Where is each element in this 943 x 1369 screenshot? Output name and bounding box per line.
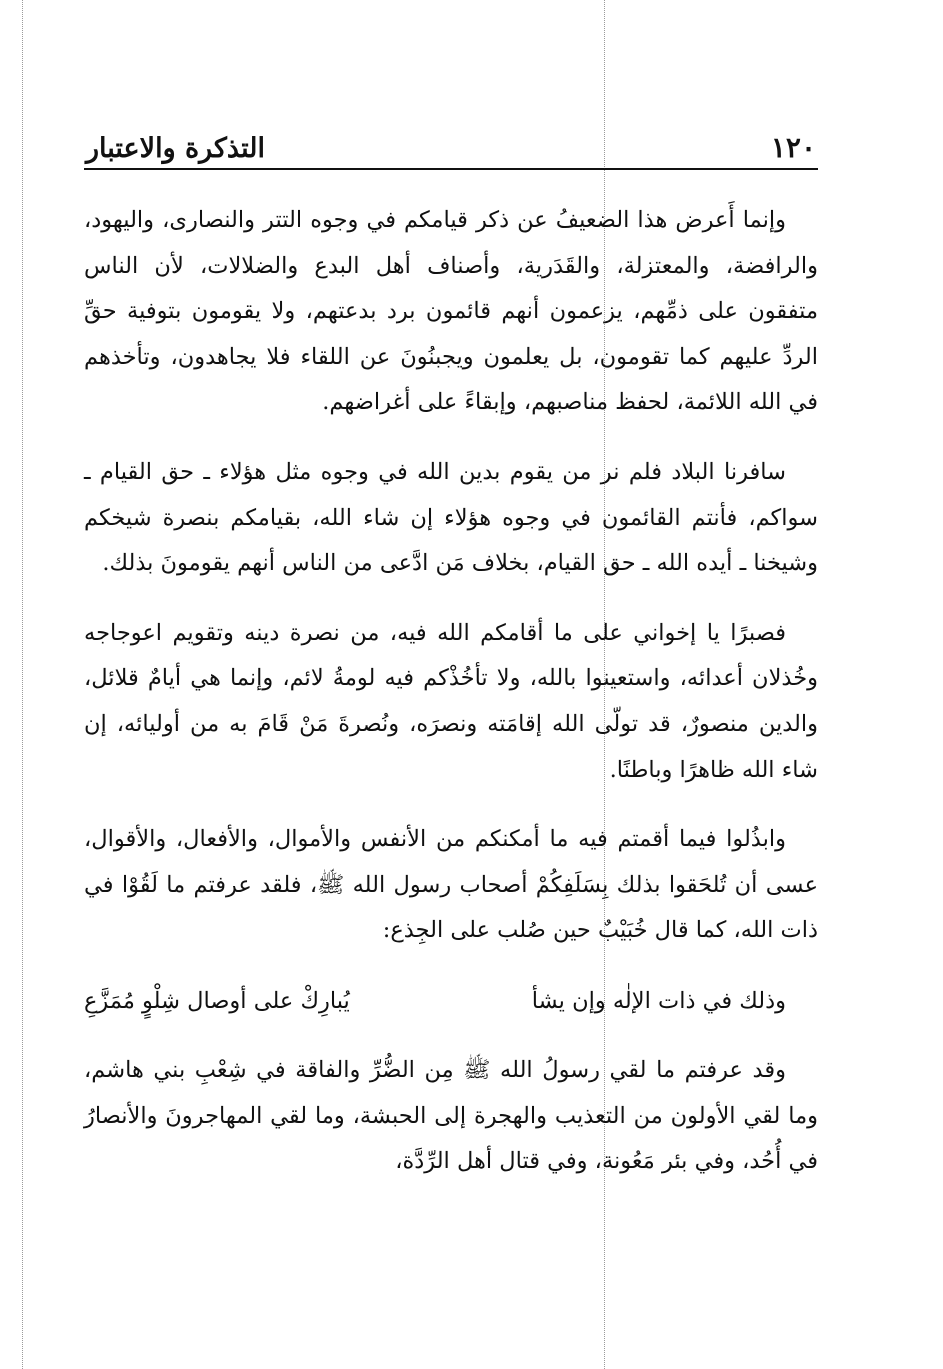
scan-margin-line-left — [22, 0, 23, 1369]
paragraph-4: وابذُلوا فيما أقمتم فيه ما أمكنكم من الأنفس والأموال، والأفعال، والأقوال، عسى أن تُلحَقوا بذلك بِسَلَفِكُمْ أصحاب رسول الله ﷺ، فلقد عرفتم ما لَقُوْا في ذات الله، كما قال خُبَيْبٌ حين صُلب على الجِذع: — [84, 826, 818, 944]
page-number: ١٢٠ — [770, 131, 816, 164]
paragraph-5: وقد عرفتم ما لقي رسولُ الله ﷺ مِن الضُّرِّ والفاقة في شِعْبِ بني هاشم، وما لقي الأولون من التعذيب والهجرة إلى الحبشة، وما لقي المهاجرونَ والأنصارُ في أُحُد، وفي بئر مَعُونة، وفي قتال أهل الرِّدَّة، — [84, 1056, 818, 1175]
verse-first-hemistich: وذلك في ذات الإلٰه وإن يشأ — [531, 987, 786, 1014]
paragraph-2: سافرنا البلاد فلم نر من يقوم بدين الله في وجوه مثل هؤلاء ـ حق القيام ـ سواكم، فأنتم القائمون في وجوه هؤلاء إن شاء الله، بقيامكم بنصرة شيخكم وشيخنا ـ أيده الله ـ حق القيام، بخلاف مَن ادَّعى من الناس أنهم يقومونَ بذلك. — [84, 458, 818, 577]
paragraph-1: وإنما أَعرض هذا الضعيفُ عن ذكر قيامكم في وجوه التتر والنصارى، واليهود، والرافضة، والمعتزلة، والقَدَرية، وأصناف أهل البدع والضلالات، لأن الناس متفقون على ذمِّهم، يزعمون أنهم قائمون برد بدعتهم، ولا يقومون بتوفية حقِّ الردِّ عليهم كما تقومون، بل يعلمون ويجبنُونَ عن اللقاء فلا يجاهدون، وتأخذهم في الله اللائمة، لحفظ مناصبهم، وإبقاءً على أغراضهم. — [84, 207, 818, 416]
verse-second-hemistich: يُبارِكْ على أوصال شِلْوٍ مُمَزَّعِ — [84, 987, 350, 1014]
book-title: التذكرة والاعتبار — [86, 133, 265, 164]
book-page — [84, 118, 818, 1209]
body-text — [84, 170, 818, 1185]
running-header — [84, 118, 818, 170]
paragraph-3: فصبرًا يا إخواني على ما أقامكم الله فيه، من نصرة دينه وتقويم اعوجاجه وخُذلان أعدائه، واستعينوا بالله، ولا تأخُذْكم فيه لومةُ لائم، وإنما هي أيامٌ قلائل، والدين منصورٌ، قد تولّى الله إقامَته ونصرَه، ونُصرةَ مَنْ قَامَ به من أوليائه، إن شاء الله ظاهرًا وباطنًا. — [84, 619, 818, 783]
poetry-verse — [84, 978, 818, 1024]
